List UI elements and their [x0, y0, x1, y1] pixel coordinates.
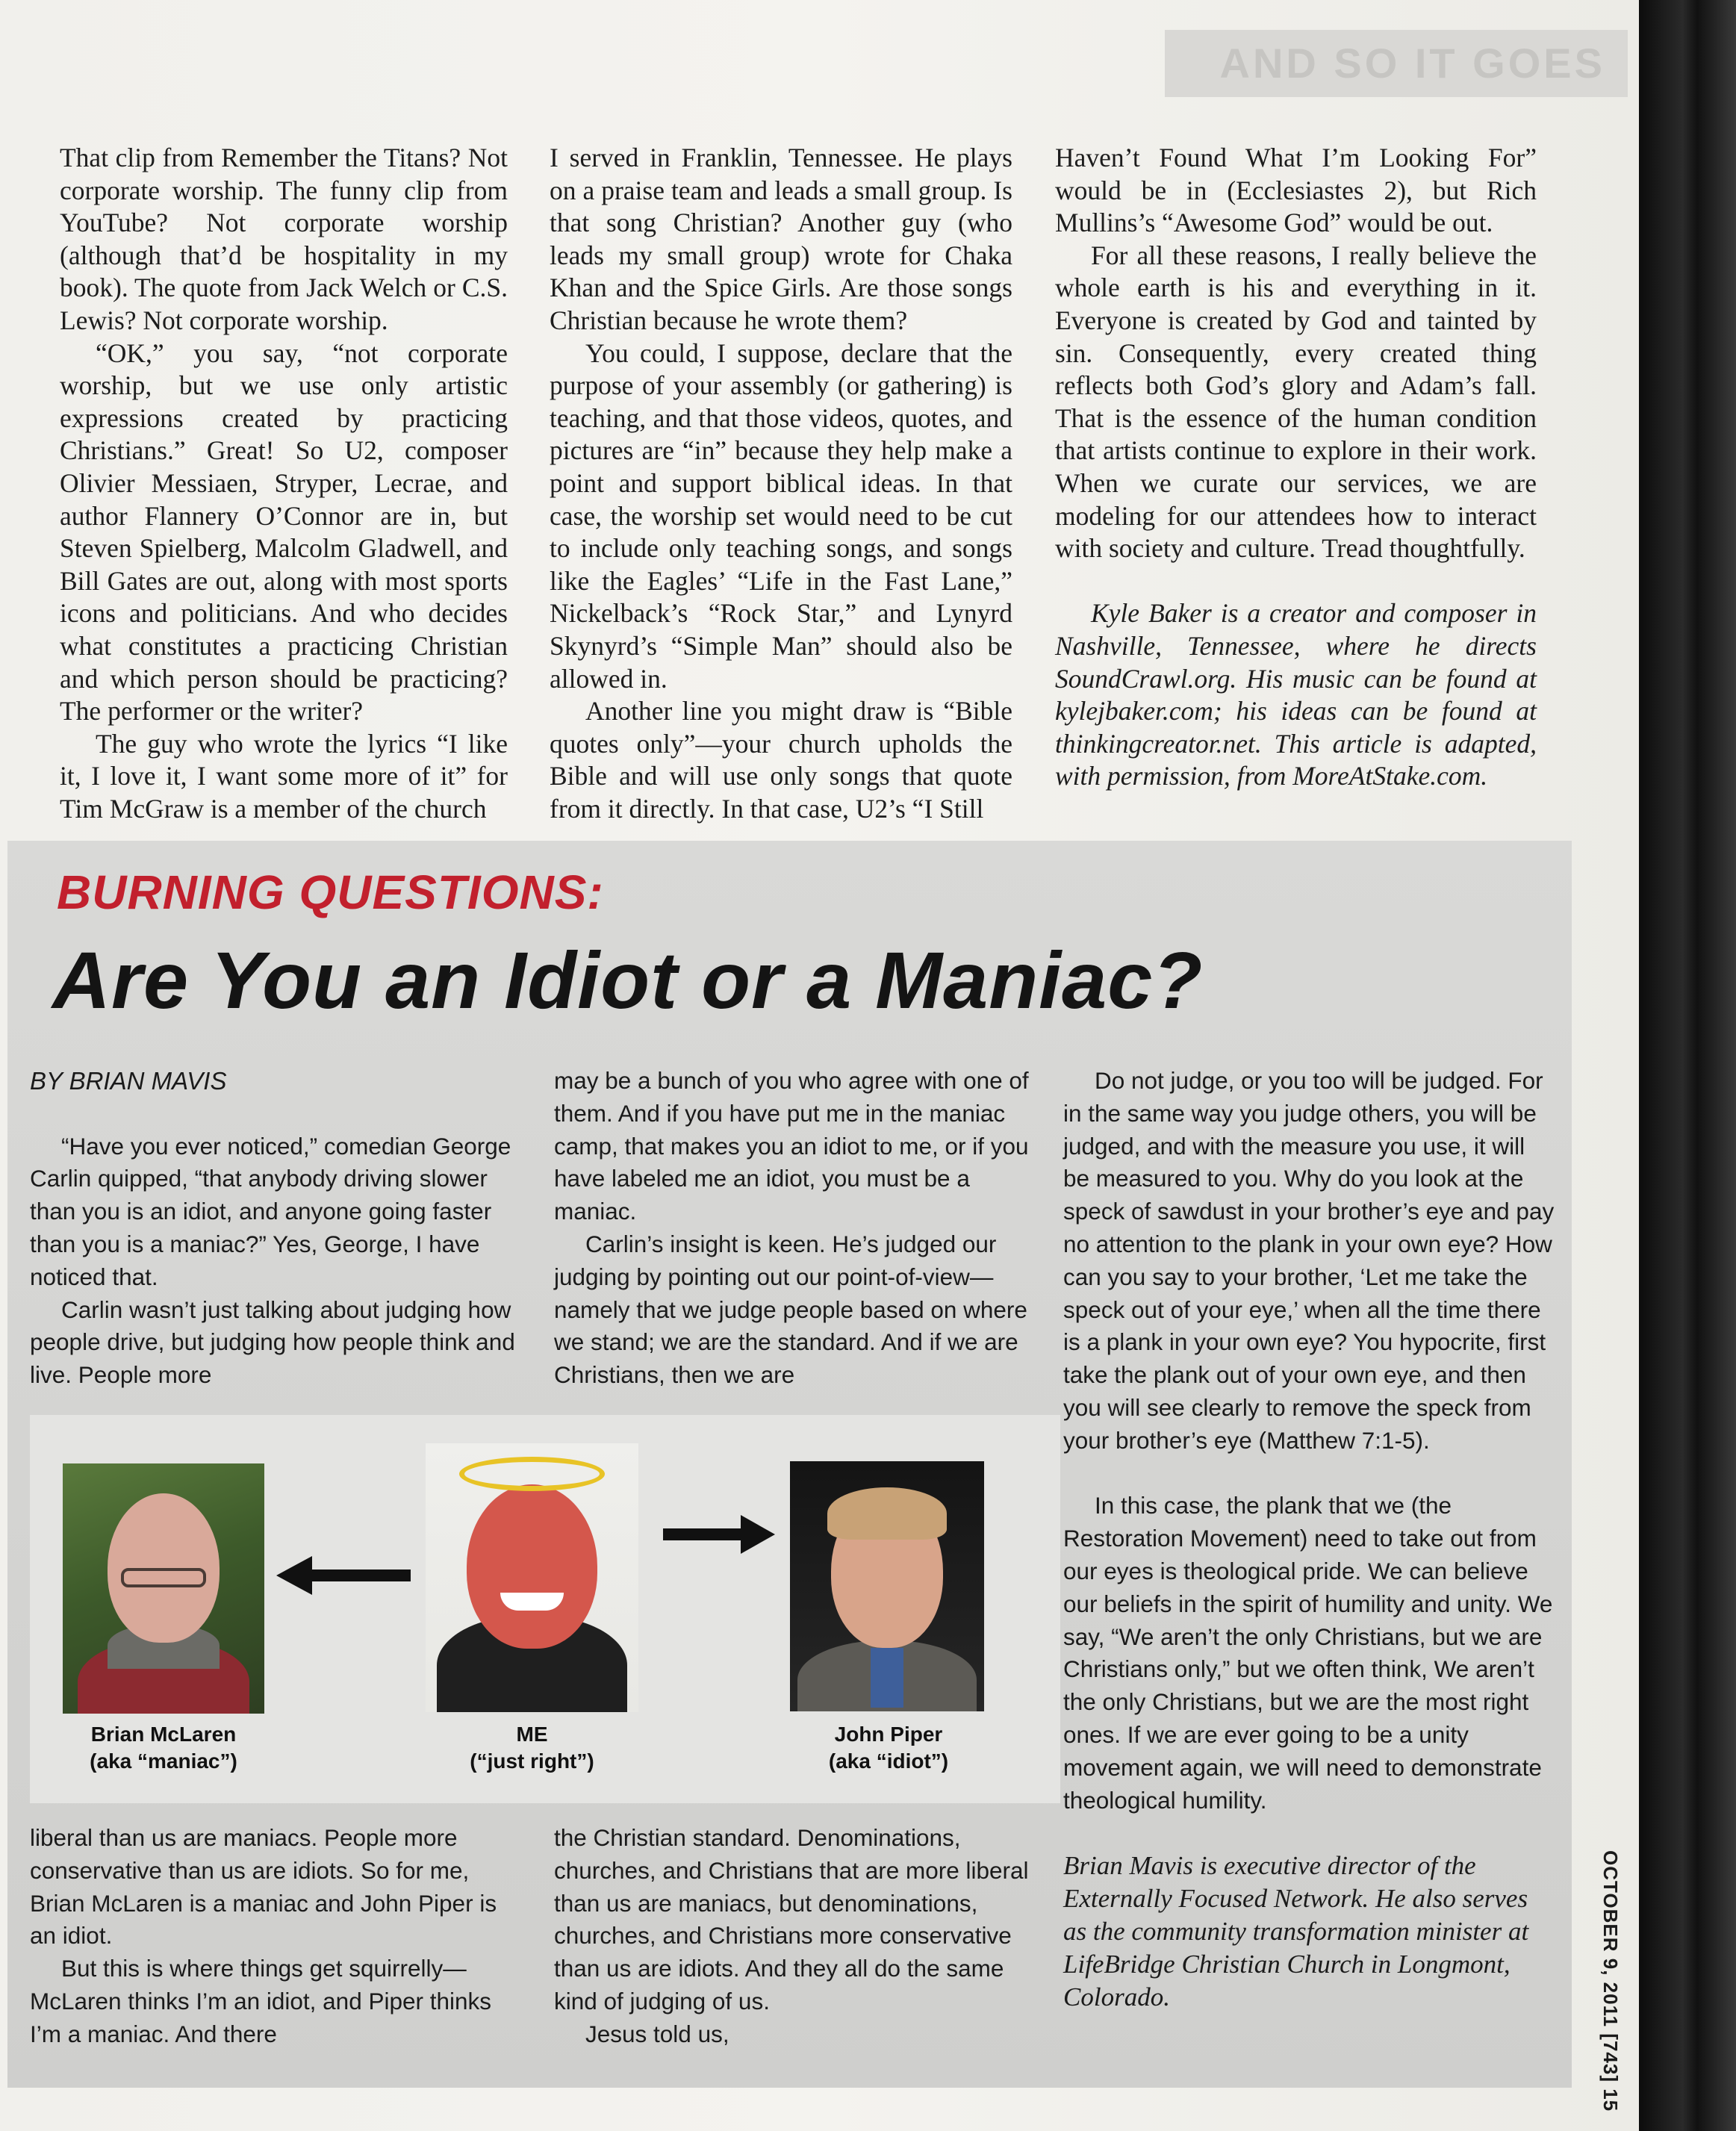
glasses — [121, 1568, 206, 1587]
author-bio: Brian Mavis is executive director of the Externally Focused Network. He also serves as the community transformation minister at LifeBridge Christian Church in Longmont, Colorado. — [1063, 1851, 1529, 2012]
scripture-quote: Do not judge, or you too will be judged. For in the same way you judge others, you will be judged, and with the measure you use, it will be measured to you. Why do you look at the speck of sawdust in your brother’s eye and pay no attention to the plank in your own eye? How can you say to your brother, ‘Let me take the speck out of your eye,’ when all the time there is a plank in your own eye? You hypocrite, first take the plank out of your own eye, and then you will see clearly to remove the speck from your brother’s eye (Matthew 7:1-5). — [1063, 1067, 1555, 1454]
paragraph: I served in Franklin, Tennessee. He plays on a praise team and leads a small group. Is that song Christian? Another guy (who leads my small group) wrote for Chaka Khan and the Spice Girls. Are those songs Christian because he wrote them? — [550, 143, 1012, 335]
sidebar-column-2-top — [554, 1065, 1032, 1392]
page-binding-edge — [1639, 0, 1736, 2131]
author-bio: Kyle Baker is a creator and composer in Nashville, Tennessee, where he directs SoundCrawl.org. His music can be found at kylejbaker.com; his ideas can be found at thinkingcreator.net. This article is adapted, with permission, from MoreAtStake.com. — [1055, 598, 1537, 791]
caption-name: Brian McLaren — [90, 1723, 237, 1746]
sidebar-column-2-bottom — [554, 1822, 1032, 2051]
face — [467, 1484, 597, 1649]
article-column-2 — [550, 142, 1012, 825]
byline: BY BRIAN MAVIS — [30, 1067, 227, 1095]
caption-left — [63, 1721, 264, 1775]
paragraph: liberal than us are maniacs. People more conservative than us are idiots. So for me, Brian McLaren is a maniac and John Piper is an idiot. — [30, 1824, 497, 1950]
sidebar-column-1-top — [30, 1065, 515, 1392]
paragraph: In this case, the plank that we (the Restoration Movement) need to take out from our eyes is theological pride. We can believe our beliefs in the spirit of humility and unity. We say, “We aren’t the only Christians, but we are Christians only,” but we often think, We aren’t the only Christians, but we are the most right ones. If we are ever going to be a unity movement again, we will need to demonstrate theological humility. — [1063, 1492, 1553, 1814]
paragraph: The guy who wrote the lyrics “I like it, I love it, I want some more of it” for Tim McGraw is a member of the church — [60, 728, 508, 824]
paragraph: For all these reasons, I really believe the whole earth is his and everything in it. Everyone is created by God and tainted by sin. Consequently, every created thing reflects both God’s glory and Adam’s fall. That is the essence of the human condition that artists continue to explore in their work. When we curate our services, we are modeling for our attendees how to interact with society and culture. Tread thoughtfully. — [1055, 240, 1537, 564]
hair — [827, 1487, 947, 1540]
page-folio: OCTOBER 9, 2011 [743] 15 — [1599, 1850, 1622, 2112]
paragraph: Another line you might draw is “Bible quotes only”—your church upholds the Bible and will use only songs that quote from it directly. In that case, U2’s “I Still — [550, 696, 1012, 824]
section-kicker: BURNING QUESTIONS: — [57, 865, 604, 919]
paragraph: the Christian standard. Denominations, churches, and Christians that are more liberal than us are maniacs, but denominations, churches, and Christians more conservative than us are idiots. And they all do the same kind of judging of us. — [554, 1824, 1029, 2015]
caption-center — [418, 1721, 646, 1775]
smile — [500, 1593, 564, 1611]
article-column-3 — [1055, 142, 1537, 793]
caption-aka: (aka “idiot”) — [828, 1749, 949, 1773]
sidebar-headline: Are You an Idiot or a Maniac? — [52, 935, 1204, 1025]
shirt — [871, 1648, 903, 1708]
paragraph: may be a bunch of you who agree with one of them. And if you have put me in the maniac camp, that makes you an idiot to me, or if you have labeled me an idiot, you must be a maniac. — [554, 1067, 1029, 1225]
caption-aka: (aka “maniac”) — [90, 1749, 237, 1773]
comparison-figure — [30, 1415, 1060, 1803]
paragraph: “OK,” you say, “not corporate worship, but we use only artistic expressions created by practicing Christians.” Great! So U2, composer Olivier Messiaen, Stryper, Lecrae, and author Flannery O’Connor are in, but Steven Spielberg, Malcolm Gladwell, and Bill Gates are out, along with most sports icons and politicians. And who decides what constitutes a practicing Christian and which person should be practicing? The performer or the writer? — [60, 337, 508, 727]
paragraph: Carlin’s insight is keen. He’s judged our judging by pointing out our point-of-view—namely that we judge people based on where we stand; we are the standard. And if we are Christians, then we are — [554, 1230, 1027, 1389]
article-column-1 — [60, 142, 508, 825]
caption-name: ME — [516, 1723, 548, 1746]
sidebar-column-3 — [1063, 1065, 1556, 2014]
paragraph: Jesus told us, — [585, 2020, 729, 2047]
caption-right — [777, 1721, 1001, 1775]
paragraph: Haven’t Found What I’m Looking For” would be in (Ecclesiastes 2), but Rich Mullins’s “Awesome God” would be out. — [1055, 143, 1537, 238]
caption-name: John Piper — [834, 1723, 943, 1746]
paragraph: You could, I suppose, declare that the purpose of your assembly (or gathering) is teaching, and that those videos, quotes, and pictures are “in” because they help make a point and support biblical ideas. In that case, the worship set would need to be cut to include only teaching songs, and songs like the Eagles’ “Life in the Fast Lane,” Nickelback’s “Rock Star,” and Lynyrd Skynyrd’s “Simple Man” should also be allowed in. — [550, 337, 1012, 694]
paragraph: “Have you ever noticed,” comedian George Carlin quipped, “that anybody driving slower than you is an idiot, and anyone going faster than you is a maniac?” Yes, George, I have noticed that. — [30, 1132, 511, 1290]
paragraph: That clip from Remember the Titans? Not corporate worship. The funny clip from YouTube? Not corporate worship (although that’d be hospitality in my book). The quote from Jack Welch or C.S. Lewis? Not corporate worship. — [60, 143, 508, 335]
paragraph: Carlin wasn’t just talking about judging how people drive, but judging how people think and live. People more — [30, 1295, 515, 1389]
john-piper-photo — [790, 1461, 984, 1711]
caption-aka: (“just right”) — [470, 1749, 594, 1773]
brian-mclaren-photo — [63, 1463, 264, 1714]
author-photo — [426, 1443, 638, 1712]
sidebar-column-1-bottom — [30, 1822, 515, 2051]
arrow-left-icon — [276, 1553, 418, 1598]
arrow-right-icon — [663, 1514, 775, 1555]
paragraph: But this is where things get squirrelly—McLaren thinks I’m an idiot, and Piper thinks I’m a maniac. And there — [30, 1955, 492, 2047]
bleed-through-header: AND SO IT GOES — [1165, 30, 1628, 97]
halo-icon — [459, 1457, 605, 1491]
